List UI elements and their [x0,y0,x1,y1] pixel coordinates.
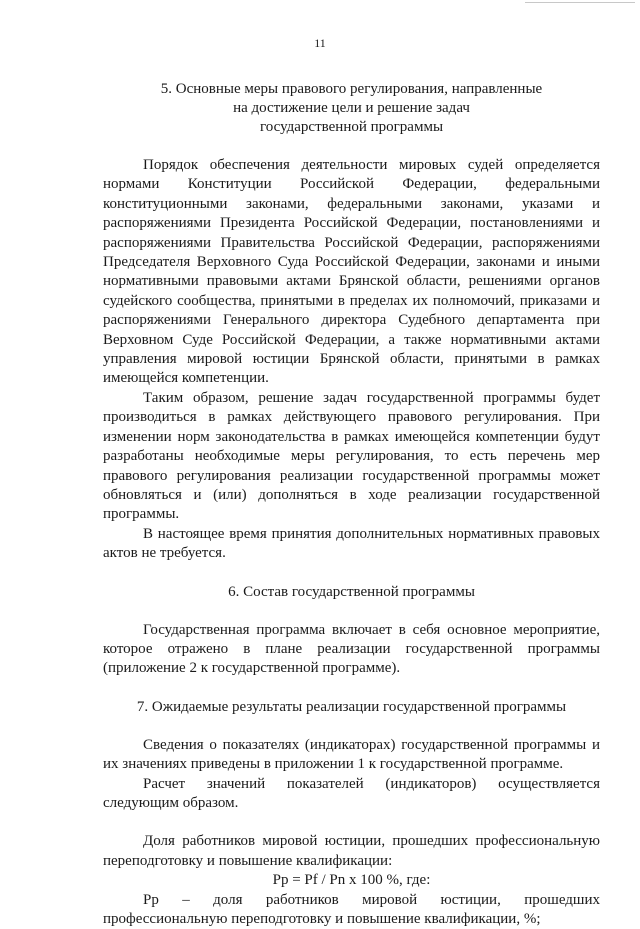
section-7 [103,698,600,929]
section-5-paragraph-3: В настоящее время принятия дополнительных нормативных правовых актов не требуется. [103,525,600,562]
section-7-paragraph-2: Расчет значений показателей (индикаторов) осуществляется следующим образом. [103,775,600,811]
section-7-paragraph-4: Pp – доля работников мировой юстиции, прошедших профессиональную переподготовку и повышение квалификации, %; [103,891,600,927]
section-6-paragraph-1: Государственная программа включает в себя основное мероприятие, которое отражено в плане реализации государственной программы (приложение 2 к государственной программе). [103,621,600,677]
section-7-paragraph-1: Сведения о показателях (индикаторах) государственной программы и их значениях приведены в приложении 1 к государственной программе. [103,736,600,773]
section-5-heading-line-2: на достижение цели и решение задач [233,100,470,116]
section-5-heading-line-3: государственной программы [259,119,444,135]
section-7-paragraph-3: Доля работников мировой юстиции, прошедших профессиональную переподготовку и повышение квалификации: [103,833,600,869]
section-5-heading [103,80,600,137]
document-body [103,80,600,929]
section-6 [103,583,600,679]
section-5 [103,80,600,564]
indicator-formula: Pp = Pf / Pn x 100 %, где: [272,872,431,889]
section-7-heading: 7. Ожидаемые результаты реализации государственной программы [136,698,567,715]
section-6-heading: 6. Состав государственной программы [228,583,475,600]
section-5-heading-line-1: 5. Основные меры правового регулирования, направленные [160,81,543,97]
top-edge-rule [525,2,635,3]
section-5-paragraph-2: Таким образом, решение задач государственной программы будет производиться в рамках действующего правового регулирования. При изменении норм законодательства в рамках имеющейся компетенции будут разработаны необходимые меры регулирования, то есть перечень мер правового регулирования реализации государственной программы может обновляться и (или) дополняться в ходе реализации государственной программы. [103,389,600,523]
section-5-paragraph-1: Порядок обеспечения деятельности мировых судей определяется нормами Конституции Российской Федерации, федеральными конституционными законами, федеральными законами, указами и распоряжениями Президента Российской Федерации, постановлениями и распоряжениями Правительства Российской Федерации, распоряжениями Председателя Верховного Суда Российской Федерации, законами и иными нормативными правовыми актами Брянской области, решениями органов судейского сообщества, принятыми в пределах их полномочий, приказами и распоряжениями Генерального директора Судебного департамента при Верховном Суде Российской Федерации, а также нормативными актами управления мировой юстиции Брянской области, принятыми в рамках имеющейся компетенции. [103,157,600,387]
page-number: 11 [314,36,326,50]
